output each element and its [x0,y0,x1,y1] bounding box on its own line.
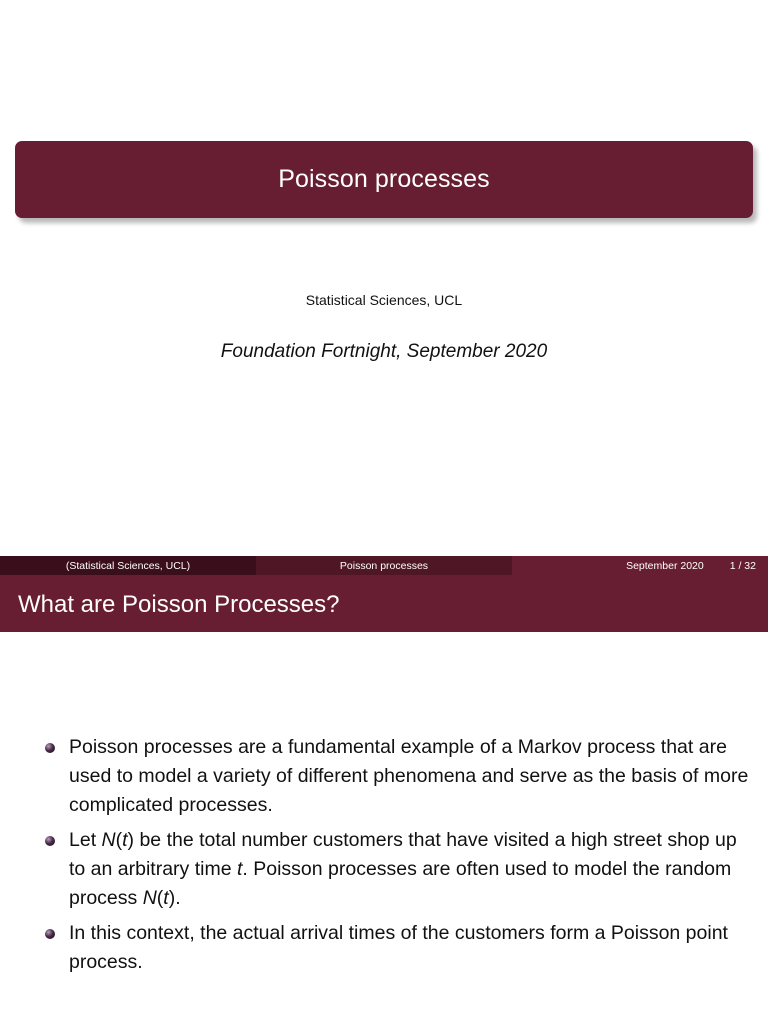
text-run: ) be the total number customers that have visited a high street shop up to an arbitrary time [69,829,737,880]
footline-title-text: Poisson processes [339,559,429,572]
bullet-text: In this context, the actual arrival times of the customers form a Poisson point process. [69,922,728,973]
bullet-list [0,733,768,983]
math-symbol: t [163,887,169,909]
math-symbol: N [142,887,157,909]
list-item [0,733,768,820]
title-box [15,141,753,218]
event-date-line: Foundation Fortnight, September 2020 [220,341,548,362]
math-symbol: t [122,829,128,851]
footline-author-text: (Statistical Sciences, UCL) [65,559,191,572]
footline-title [256,556,512,575]
list-item [0,919,768,977]
text-run: ). [168,887,181,909]
list-item [0,826,768,913]
text-run: ( [115,829,123,851]
math-symbol: N [101,829,116,851]
author-line: Statistical Sciences, UCL [305,292,463,308]
ball-bullet-icon [45,929,55,939]
presentation-title: Poisson processes [278,165,490,193]
bullet-text: Poisson processes are a fundamental example of a Markov process that are used to model a variety of different phenomena and serve as the basis of more complicated processes. [69,736,749,816]
footline-author [0,556,256,575]
math-symbol: t [236,858,243,880]
text-run: Let [69,829,102,851]
footline-date: September 2020 [626,559,704,572]
footline-date-page [512,556,768,575]
ball-bullet-icon [45,743,55,753]
text-run: ( [156,887,164,909]
frame-title: What are Poisson Processes? [18,590,340,618]
footline-page-number: 1 / 32 [729,559,756,572]
text-run: . Poisson processes are often used to model the random process [69,858,732,909]
bullet-text [69,829,737,909]
frame-title-bar [0,575,768,632]
slide-footline [0,556,768,575]
ball-bullet-icon [45,836,55,846]
